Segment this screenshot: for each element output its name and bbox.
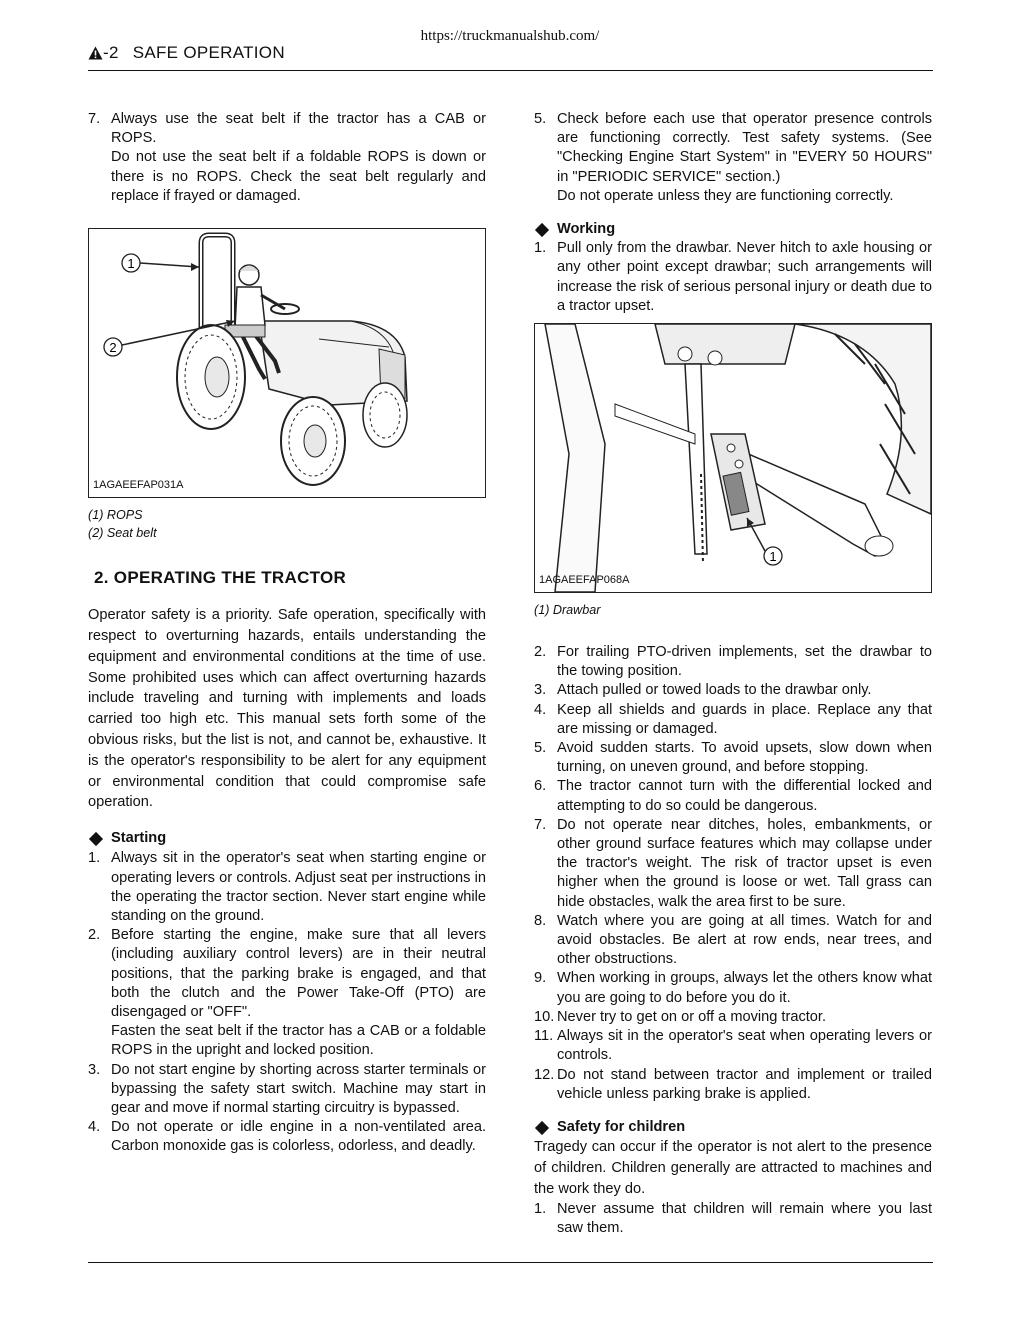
- diamond-bullet-icon: [89, 832, 103, 846]
- item-number: 11.: [534, 1028, 554, 1045]
- item-number: 8.: [534, 912, 547, 929]
- subheading-text: Safety for children: [557, 1118, 686, 1135]
- callout-1: 1: [769, 549, 777, 565]
- figure-caption: (1) Drawbar: [534, 603, 601, 618]
- list-item: [88, 1118, 486, 1156]
- item-number: 5.: [534, 111, 547, 127]
- figure-code: 1AGAEEFAP031A: [93, 478, 184, 491]
- item-number: 2.: [534, 644, 547, 661]
- item-text: Fasten the seat belt if the tractor has a CAB or a foldable ROPS in the upright and locked position.: [111, 1023, 486, 1059]
- item-number: 7.: [534, 816, 547, 833]
- page-header: [88, 43, 285, 65]
- diamond-bullet-icon: [535, 1120, 549, 1134]
- item-text: Always sit in the operator's seat when operating levers or controls.: [557, 1028, 932, 1064]
- children-list: [534, 1200, 932, 1238]
- list-item: [534, 739, 932, 777]
- item-number: 5.: [534, 740, 547, 757]
- subheading-text: Starting: [111, 830, 167, 847]
- list-item: [534, 701, 932, 739]
- list-item: [534, 643, 932, 681]
- seatbelt-item: [88, 110, 486, 206]
- warning-triangle-icon: [88, 45, 103, 65]
- list-item: [534, 1200, 932, 1238]
- presence-controls-item: [534, 110, 932, 206]
- list-item: [88, 926, 486, 1060]
- item-text: Do not operate unless they are functioning correctly.: [557, 187, 894, 204]
- item-text: Check before each use that operator presence controls are functioning correctly. Test safety systems. (See "Checking Engine Start System" in "EVERY 50 HOURS" in "PERIODIC SERVICE" section.): [557, 111, 932, 185]
- working-list-first: [534, 239, 932, 316]
- item-text: Never try to get on or off a moving tractor.: [557, 1008, 827, 1025]
- subheading-text: Working: [557, 221, 616, 238]
- drawbar-figure: [534, 323, 932, 593]
- list-item: [534, 777, 932, 815]
- list-item: [534, 681, 932, 700]
- section-title: SAFE OPERATION: [132, 43, 285, 62]
- item-number: 10.: [534, 1008, 555, 1025]
- item-text: Always use the seat belt if the tractor has a CAB or ROPS.: [111, 111, 486, 147]
- rops-figure: [88, 228, 486, 498]
- list-item: [88, 1061, 486, 1119]
- item-text: When working in groups, always let the others know what you are going to do before you do it.: [557, 970, 932, 1006]
- callout-2: 2: [109, 340, 117, 356]
- item-text: Avoid sudden starts. To avoid upsets, slow down when turning, on uneven ground, and before stopping.: [557, 740, 932, 776]
- caption-line: (1) ROPS: [88, 508, 143, 523]
- item-text: Never assume that children will remain where you last saw them.: [557, 1200, 932, 1236]
- item-number: 4.: [534, 701, 547, 718]
- list-item: [88, 849, 486, 926]
- footer-rule: [88, 1262, 933, 1263]
- callout-1: 1: [127, 256, 135, 272]
- list-item: [534, 239, 932, 316]
- item-number: 9.: [534, 970, 547, 987]
- list-item: [534, 1066, 932, 1104]
- item-text: Do not use the seat belt if a foldable ROPS is down or there is no ROPS. Check the seat belt regularly and replace if frayed or damaged.: [111, 149, 486, 204]
- right-column: [534, 110, 932, 1238]
- starting-heading: [88, 829, 486, 848]
- item-text: Attach pulled or towed loads to the drawbar only.: [557, 682, 872, 699]
- item-text: Before starting the engine, make sure that all levers (including auxiliary control levers) are in their neutral positions, that the parking brake is engaged, and that both the clutch and the Power Take-Off (PTO) are disengaged or "OFF".: [111, 927, 486, 1021]
- diamond-bullet-icon: [535, 223, 549, 237]
- item-text: Pull only from the drawbar. Never hitch to axle housing or any other point except drawbar; such arrangements will increase the risk of serious personal injury or death due to a tractor upset.: [557, 240, 932, 314]
- list-item: [534, 1027, 932, 1065]
- item-text: Do not start engine by shorting across starter terminals or bypassing the safety start switch. Machine may start in gear and move if normal starting circuitry is bypassed.: [111, 1061, 486, 1117]
- intro-paragraph: Operator safety is a priority. Safe operation, specifically with respect to overturning hazards, entails understanding the equipment and environmental conditions at the time of use. Some prohibited uses which can affect overturning hazards include traveling and turning with implements and loads carried too high etc. This manual sets forth some of the obvious risks, but the list is not, and cannot be, exhaustive. It is the operator's responsibility to be alert for any equipment or environmental condition that could compromise safe operation.: [88, 607, 486, 811]
- item-number: 3.: [534, 682, 547, 699]
- figure-captions: [88, 506, 486, 542]
- item-text: Do not operate near ditches, holes, embankments, or other ground surface features which may collapse under the tractor's weight. The risk of tractor upset is even higher when the ground is loose or wet. Tall grass can hide obstacles, walk the area first to be sure.: [557, 816, 932, 910]
- drawbar-illustration: [535, 324, 931, 592]
- left-column: [88, 110, 486, 1157]
- list-item: [534, 1008, 932, 1027]
- list-item: [534, 912, 932, 970]
- item-number: 1.: [534, 240, 547, 257]
- source-url: https://truckmanualshub.com/: [420, 28, 600, 44]
- caption-line: (2) Seat belt: [88, 526, 157, 541]
- children-paragraph: Tragedy can occur if the operator is not alert to the presence of children. Children generally are attracted to machines and the work they do.: [534, 1139, 932, 1197]
- list-item: [534, 969, 932, 1007]
- section-heading: 2. OPERATING THE TRACTOR: [94, 568, 347, 588]
- item-number: 7.: [88, 111, 101, 127]
- item-number: 6.: [534, 778, 547, 795]
- item-text: Do not operate or idle engine in a non-ventilated area. Carbon monoxide gas is colorless, odorless, and deadly.: [111, 1119, 486, 1155]
- children-heading: [534, 1118, 932, 1137]
- item-number: 4.: [88, 1119, 101, 1136]
- figure-code: 1AGAEEFAP068A: [539, 573, 630, 586]
- tractor-illustration: [89, 229, 485, 497]
- item-text: Watch where you are going at all times. Watch for and avoid obstacles. Be alert at row ends, near trees, and other obstructions.: [557, 912, 932, 968]
- item-number: 2.: [88, 927, 101, 944]
- working-list: [534, 643, 932, 1104]
- item-number: 3.: [88, 1061, 101, 1078]
- list-item: [534, 110, 932, 206]
- item-text: Always sit in the operator's seat when starting engine or operating levers or controls. Adjust seat per instructions in the operating the tractor section. Never start engine while standing on the ground.: [111, 850, 486, 924]
- item-number: 1.: [88, 850, 101, 867]
- item-text: Keep all shields and guards in place. Replace any that are missing or damaged.: [557, 701, 932, 737]
- item-text: Do not stand between tractor and implement or trailed vehicle unless parking brake is applied.: [557, 1066, 932, 1102]
- header-rule: [88, 70, 933, 71]
- item-number: 1.: [534, 1200, 547, 1217]
- item-number: 12.: [534, 1066, 555, 1083]
- item-text: The tractor cannot turn with the differential locked and attempting to do so could be dangerous.: [557, 778, 932, 814]
- list-item: [88, 110, 486, 206]
- starting-list: [88, 849, 486, 1156]
- working-heading: [534, 220, 932, 239]
- item-text: For trailing PTO-driven implements, set the drawbar to the towing position.: [557, 644, 932, 680]
- list-item: [534, 816, 932, 912]
- page-number: -2: [103, 43, 119, 62]
